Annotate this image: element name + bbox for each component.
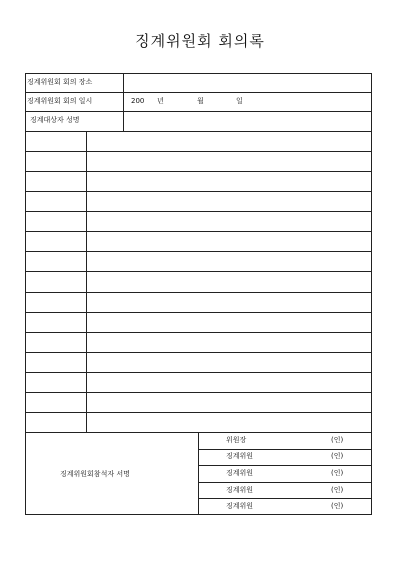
- document-title: 징계위원회 회의록: [135, 32, 265, 50]
- minutes-row[interactable]: [87, 172, 371, 190]
- header-column-divider: [123, 73, 124, 131]
- minutes-row[interactable]: [87, 192, 371, 210]
- subject-name-label: 징계대상자 성명: [30, 116, 80, 124]
- signer-seal-mark[interactable]: (인): [331, 486, 344, 494]
- header-row-divider: [25, 111, 372, 112]
- minutes-row[interactable]: [87, 272, 371, 290]
- minutes-row[interactable]: [87, 353, 371, 371]
- signature-column-divider: [198, 432, 199, 515]
- meeting-date-day-unit: 일: [236, 97, 243, 105]
- signer-seal-mark[interactable]: (인): [331, 452, 344, 460]
- signer-row-divider: [198, 449, 372, 450]
- signer-seal-mark[interactable]: (인): [331, 436, 344, 444]
- minutes-row[interactable]: [87, 333, 371, 351]
- minutes-row[interactable]: [87, 252, 371, 270]
- minutes-row[interactable]: [87, 212, 371, 230]
- meeting-date-year-unit: 년: [157, 97, 164, 105]
- signature-section-label: 징계위원회참석자 서명: [60, 470, 130, 478]
- header-row-divider: [25, 92, 372, 93]
- signer-role: 징계위원: [226, 502, 254, 510]
- minutes-row[interactable]: [87, 393, 371, 411]
- minutes-row[interactable]: [87, 313, 371, 331]
- meeting-date-year[interactable]: 200: [131, 97, 145, 105]
- minutes-row[interactable]: [87, 373, 371, 391]
- subject-name-value[interactable]: [128, 116, 368, 125]
- signer-seal-mark[interactable]: (인): [331, 502, 344, 510]
- signer-row-divider: [198, 465, 372, 466]
- meeting-place-label: 징계위원회 회의 장소: [27, 78, 93, 86]
- signer-role: 징계위원: [226, 486, 254, 494]
- meeting-date-label: 징계위원회 회의 일시: [27, 97, 93, 105]
- minutes-row[interactable]: [87, 152, 371, 170]
- signer-row-divider: [198, 498, 372, 499]
- minutes-row[interactable]: [87, 293, 371, 311]
- signer-row-divider: [198, 482, 372, 483]
- minutes-row[interactable]: [87, 413, 371, 431]
- signer-role: 징계위원: [226, 452, 254, 460]
- signer-seal-mark[interactable]: (인): [331, 469, 344, 477]
- minutes-row[interactable]: [87, 232, 371, 250]
- signer-role: 위원장: [226, 436, 247, 444]
- meeting-date-month-unit: 월: [197, 97, 204, 105]
- meeting-place-value[interactable]: [128, 78, 368, 87]
- signer-role: 징계위원: [226, 469, 254, 477]
- minutes-row[interactable]: [87, 132, 371, 150]
